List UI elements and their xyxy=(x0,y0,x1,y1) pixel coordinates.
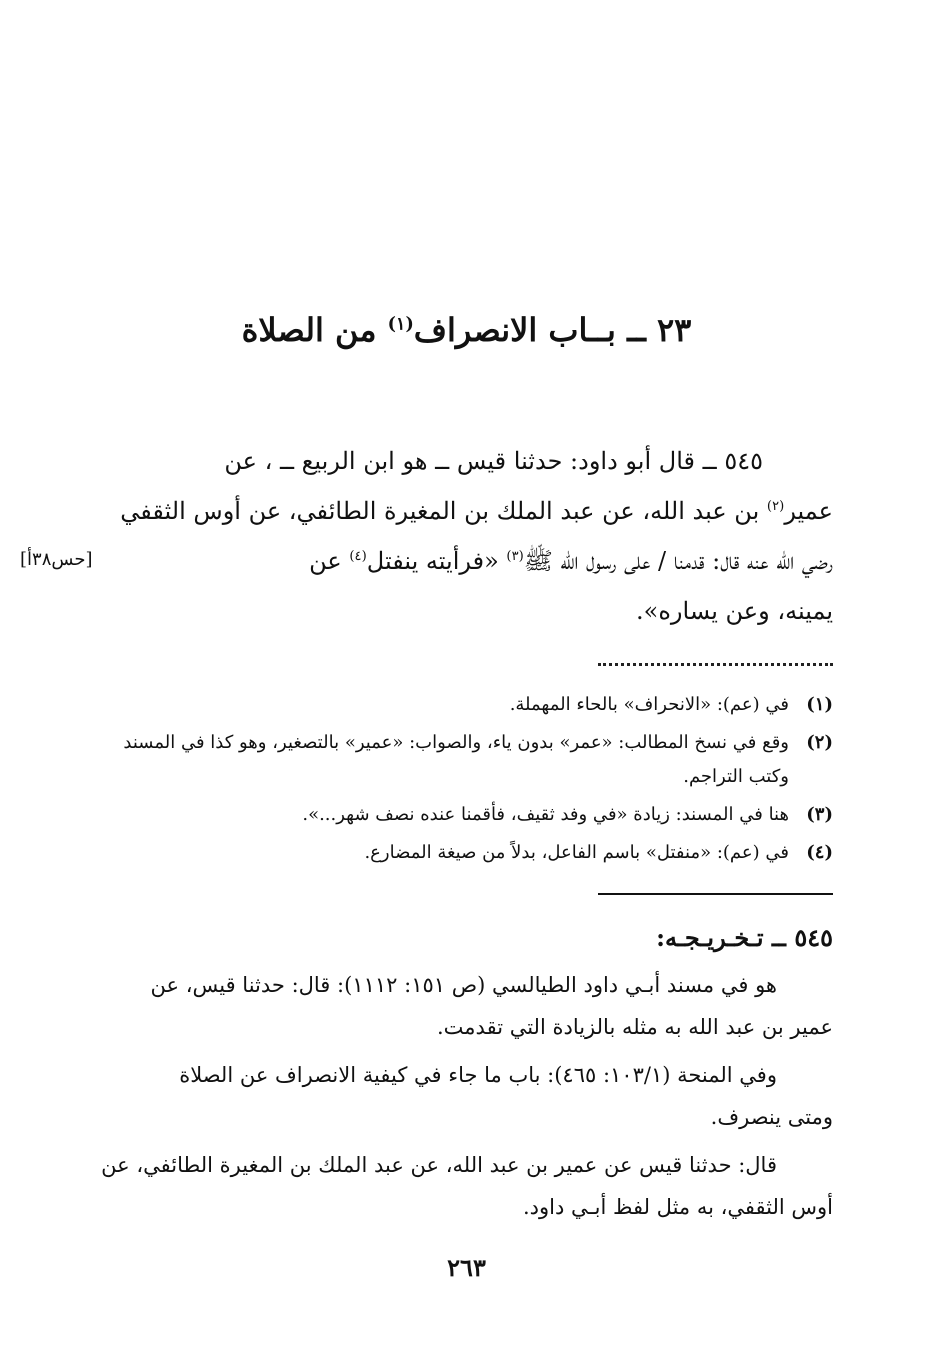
takhrij-heading: ٥٤٥ ــ تـخـريـجـه: xyxy=(656,923,833,952)
takhrij-body xyxy=(100,964,833,1234)
chapter-title-main: ٢٣ ــ بــاب الانصراف xyxy=(413,311,692,349)
footnote-text xyxy=(100,726,789,794)
footnote-line: في (عم): «الانحراف» بالحاء المهملة. xyxy=(509,694,789,715)
footnote-number: (٤) xyxy=(806,842,833,863)
footnote-ref-4: (٤) xyxy=(349,549,367,564)
hadith-text xyxy=(100,436,833,636)
footnote-number: (٢) xyxy=(806,732,833,753)
takhrij-line: هو في مسند أبـي داود الطيالسي (ص ١٥١: ١١١٢): قال: حدثنا قيس، عن xyxy=(150,973,777,997)
takhrij-paragraph-1 xyxy=(100,964,833,1048)
takhrij-line: عمير بن عبد الله به مثله بالزيادة التي تقدمت. xyxy=(437,1015,833,1039)
footnote-text xyxy=(100,836,789,870)
footnote-text xyxy=(100,798,789,832)
footnote-ref-1: (١) xyxy=(387,313,414,335)
footnote-line: في (عم): «منفتل» باسم الفاعل، بدلاً من صيغة المضارع. xyxy=(364,842,789,863)
takhrij-paragraph-3 xyxy=(100,1144,833,1228)
chapter-title xyxy=(100,302,833,358)
footnote-2 xyxy=(100,726,833,794)
footnote-line: وكتب التراجم. xyxy=(683,766,789,787)
footnote-number: (١) xyxy=(806,694,833,715)
takhrij-line: أوس الثقفي، به مثل لفظ أبـي داود. xyxy=(523,1195,833,1219)
section-divider xyxy=(598,893,833,895)
footnote-ref-3: (٣) xyxy=(506,549,524,564)
footnote-4 xyxy=(100,836,833,870)
manuscript-margin-reference: [حس٣٨أ] xyxy=(20,549,93,570)
footnote-1 xyxy=(100,688,833,722)
footnote-line: وقع في نسخ المطالب: «عمر» بدون ياء، والصواب: «عمير» بالتصغير، وهو كذا في المسند xyxy=(123,732,789,753)
hadith-line-1: ٥٤٥ ــ قال أبو داود: حدثنا قيس ــ هو ابن الربيع ــ ، عن xyxy=(224,447,763,475)
hadith-line-2 xyxy=(100,486,833,536)
takhrij-line: ومتى ينصرف. xyxy=(710,1105,833,1129)
page-number: ٢٦٣ xyxy=(447,1253,486,1282)
hadith-line-2-rest: بن عبد الله، عن عبد الملك بن المغيرة الطائفي، عن أوس الثقفي xyxy=(120,497,760,525)
footnote-3 xyxy=(100,798,833,832)
footnote-line: هنا في المسند: زيادة «في وفد ثقيف، فأقمنا عنده نصف شهر...». xyxy=(302,804,789,825)
footnotes xyxy=(100,688,833,874)
hadith-line-3 xyxy=(100,536,833,586)
hadith-line-4: يمينه، وعن يساره». xyxy=(636,597,833,625)
footnote-number: (٣) xyxy=(806,804,833,825)
footnote-separator-dots xyxy=(598,652,833,666)
takhrij-line: وفي المنحة (١٠٣/١: ٤٦٥): باب ما جاء في كيفية الانصراف عن الصلاة xyxy=(179,1063,777,1087)
hadith-line-3-end: عن xyxy=(309,547,342,575)
footnote-text xyxy=(100,688,789,722)
hadith-line-3-quote: «فرأيته ينفتل xyxy=(366,547,499,575)
hadith-line-3-start: رضي الله عنه قال: قدمنا / على رسول الله ﷺ xyxy=(523,547,833,575)
hadith-line-2-start: عمير xyxy=(784,497,833,525)
footnote-ref-2: (٢) xyxy=(766,499,785,514)
chapter-title-end: من الصلاة xyxy=(241,311,377,349)
takhrij-paragraph-2 xyxy=(100,1054,833,1138)
takhrij-line: قال: حدثنا قيس عن عمير بن عبد الله، عن عبد الملك بن المغيرة الطائفي، عن xyxy=(101,1153,777,1177)
